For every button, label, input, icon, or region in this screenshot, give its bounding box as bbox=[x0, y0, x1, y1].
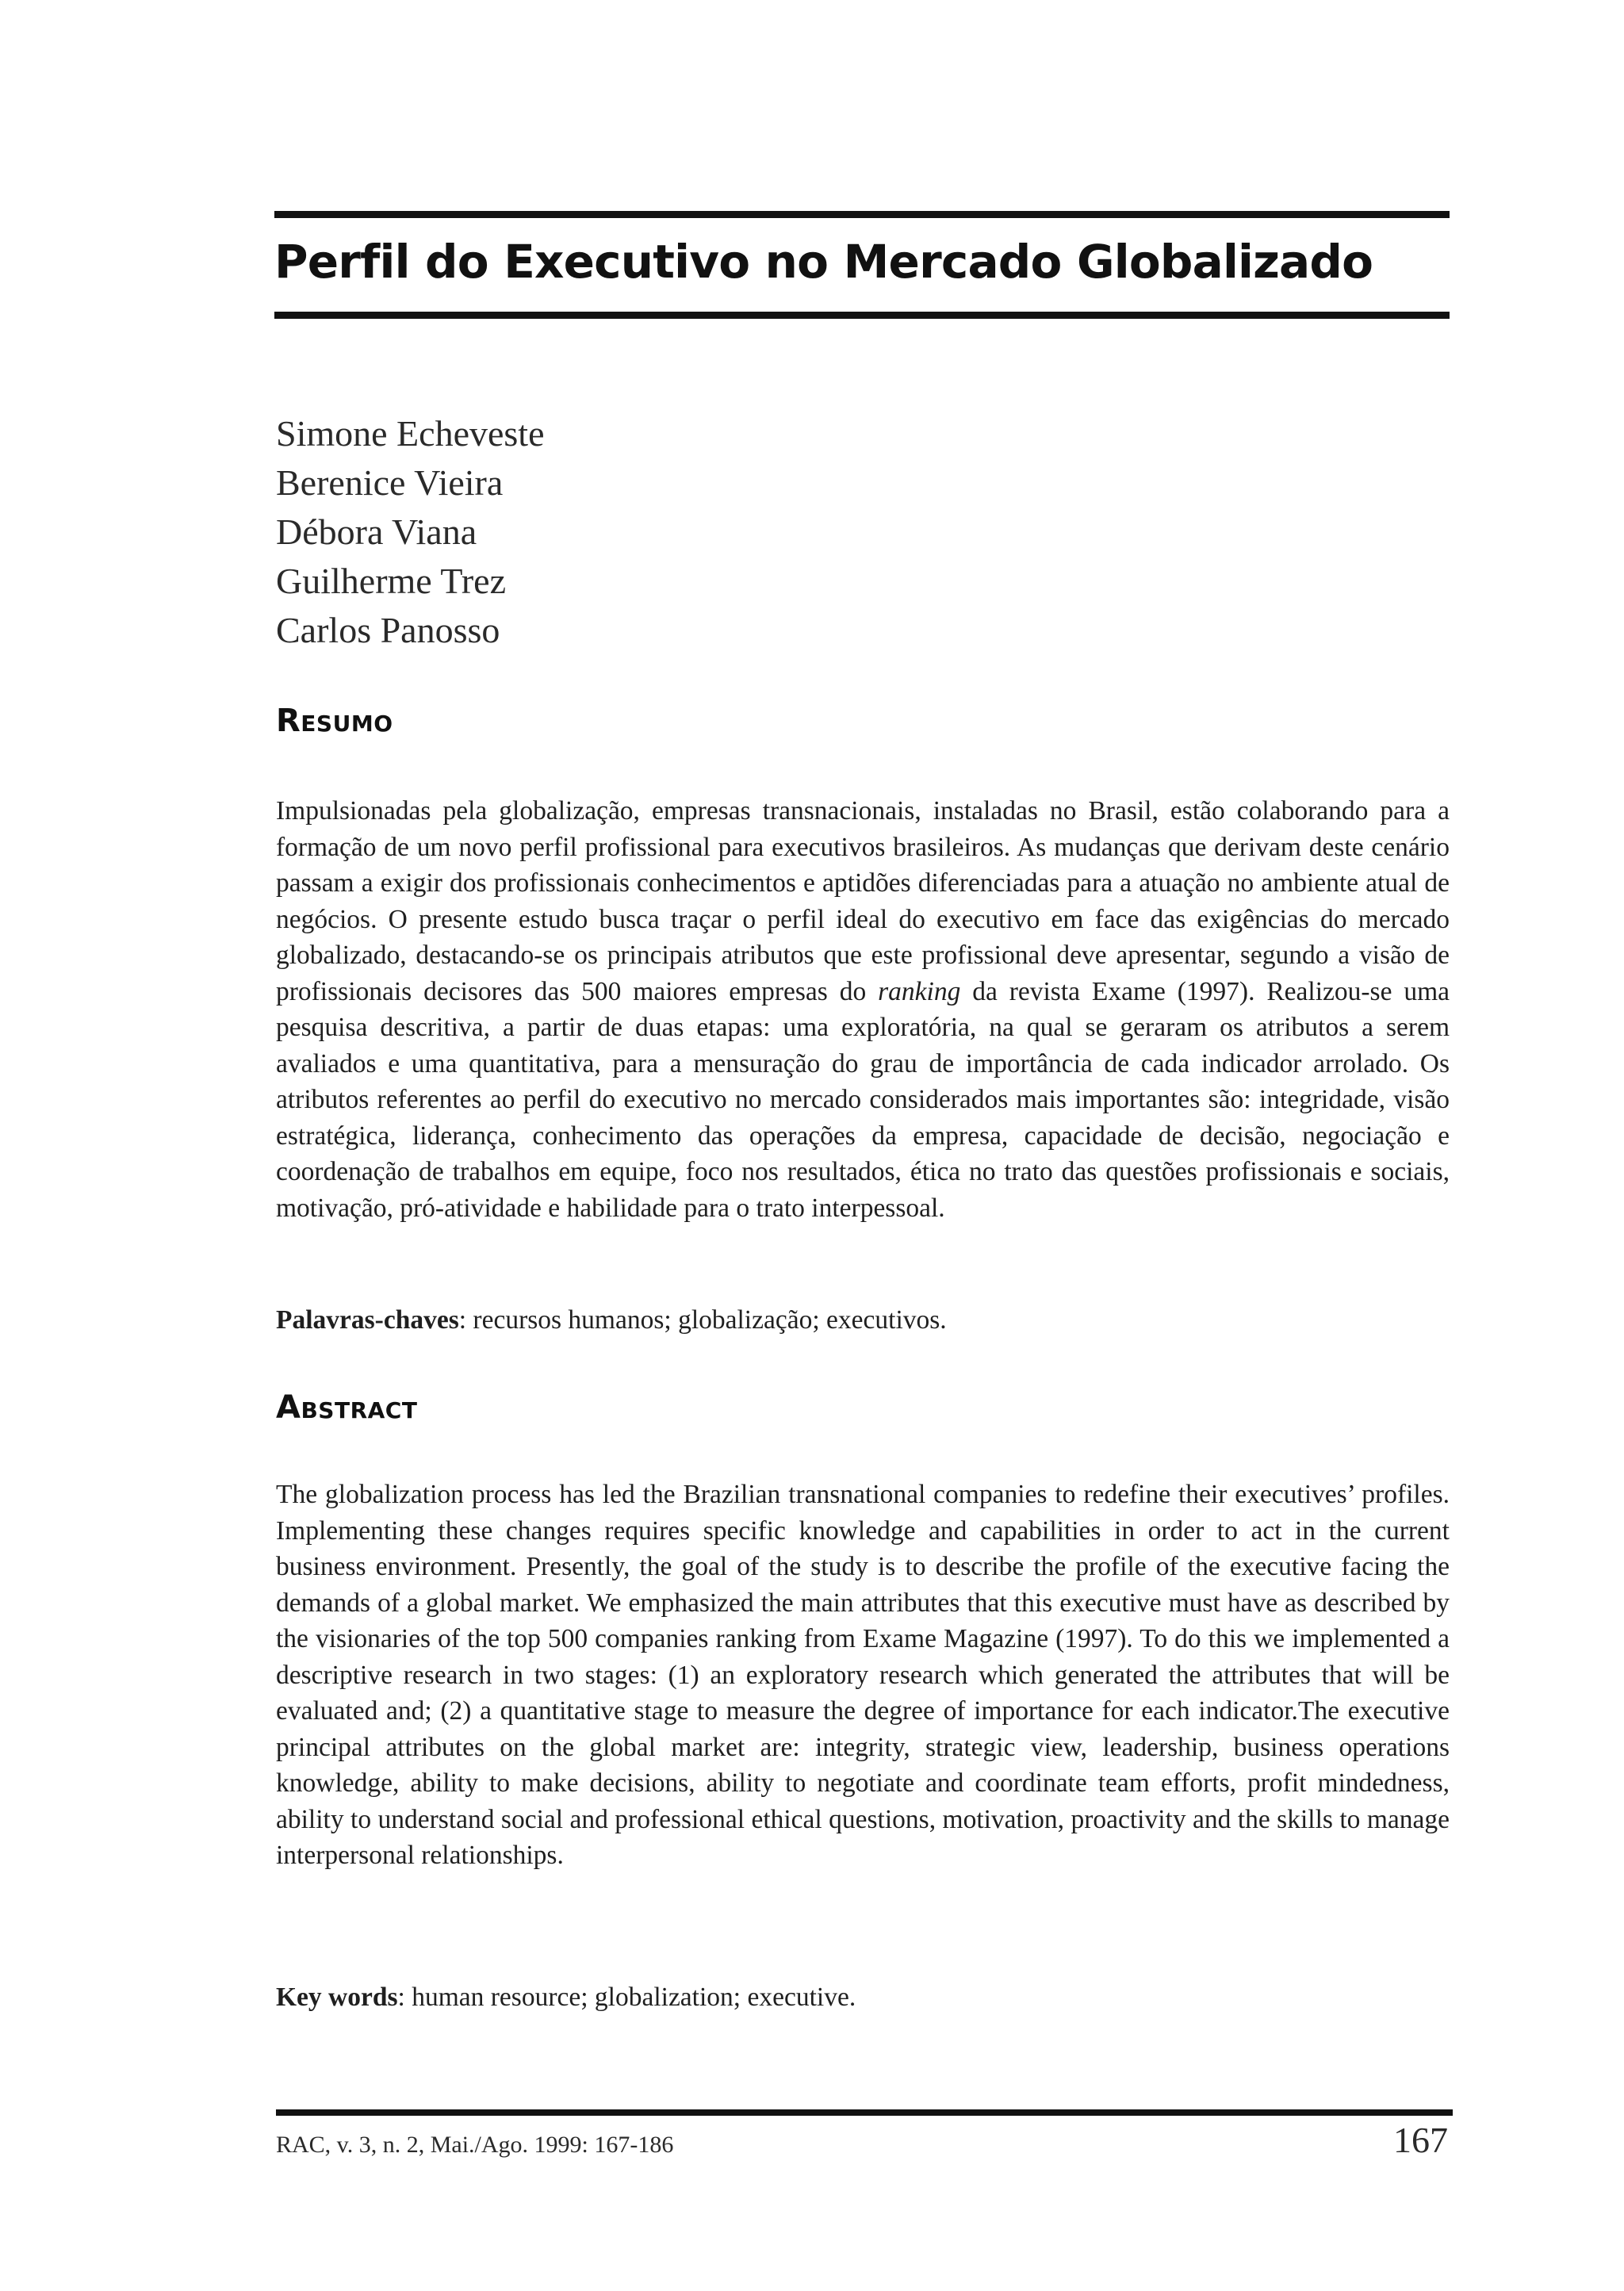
abstract-paragraph: The globalization process has led the Brazilian transnational companies to redefine their executives’ profiles. Implementing these changes requires specific knowledge and capabilities in order to act in the current business environment. Presently, the goal of the study is to describe the profile of the executive facing the demands of a global market. We emphasized the main attributes that this executive must have as described by the visionaries of the top 500 companies ranking from Exame Magazine (1997). To do this we implemented a descriptive research in two stages: (1) an exploratory research which generated the attributes that will be evaluated and; (2) a quantitative stage to measure the degree of importance for each indicator.The executive principal attributes on the global market are: integrity, strategic view, leadership, business operations knowledge, ability to make decisions, ability to negotiate and coordinate team efforts, profit mindedness, ability to understand social and professional ethical questions, motivation, proactivity and the skills to manage interpersonal relationships. bbox=[276, 1480, 1450, 1870]
resumo-keywords-list: : recursos humanos; globalização; executivos. bbox=[458, 1305, 947, 1335]
title-bottom-rule bbox=[274, 312, 1450, 319]
abstract-keywords-list: : human resource; globalization; executive. bbox=[397, 1983, 856, 2012]
title-top-rule bbox=[274, 211, 1450, 218]
author-list bbox=[276, 409, 545, 655]
resumo-text-part-1: Impulsionadas pela globalização, empresas transnacionais, instaladas no Brasil, estão colaborando para a formação de um novo perfil profissional para executivos brasileiros. As mudanças que derivam deste cenário passam a exigir dos profissionais conhecimentos e aptidões diferenciadas para a atuação no ambiente atual de negócios. O presente estudo busca traçar o perfil ideal do executivo em face das exigências do mercado globalizado, destacando-se os principais atributos que este profissional deve apresentar, segundo a visão de profissionais decisores das 500 maiores empresas do bbox=[276, 796, 1450, 1006]
journal-citation: RAC, v. 3, n. 2, Mai./Ago. 1999: 167-186 bbox=[276, 2132, 674, 2158]
resumo-keywords bbox=[276, 1302, 947, 1338]
resumo-keywords-label: Palavras-chaves bbox=[276, 1305, 459, 1335]
author-name: Guilherme Trez bbox=[276, 561, 507, 601]
author-name: Débora Viana bbox=[276, 511, 477, 552]
abstract-keywords bbox=[276, 1979, 856, 2015]
article-title: Perfil do Executivo no Mercado Globalizado bbox=[274, 235, 1373, 289]
author-name: Simone Echeveste bbox=[276, 413, 545, 454]
resumo-heading: Resumo bbox=[276, 703, 393, 739]
footer-rule bbox=[276, 2109, 1453, 2116]
author-name: Berenice Vieira bbox=[276, 462, 504, 503]
resumo-paragraph bbox=[276, 793, 1450, 1226]
author-name: Carlos Panosso bbox=[276, 610, 500, 650]
abstract-keywords-label: Key words bbox=[276, 1983, 398, 2012]
resumo-italic-term: ranking bbox=[878, 976, 961, 1006]
page-number: 167 bbox=[1393, 2120, 1448, 2160]
resumo-text-part-2: da revista Exame (1997). Realizou-se uma pesquisa descritiva, a partir de duas etapas: uma exploratória, na qual se geraram os atributos a serem avaliados e uma quantitativa, para a mensuração do grau de importância de cada indicador arrolado. Os atributos referentes ao perfil do executivo no mercado considerados mais importantes são: integridade, visão estratégica, liderança, conhecimento das operações da empresa, capacidade de decisão, negociação e coordenação de trabalhos em equipe, foco nos resultados, ética no trato das questões profissionais e sociais, motivação, pró-atividade e habilidade para o trato interpessoal. bbox=[276, 976, 1450, 1223]
abstract-heading: Abstract bbox=[276, 1389, 418, 1426]
